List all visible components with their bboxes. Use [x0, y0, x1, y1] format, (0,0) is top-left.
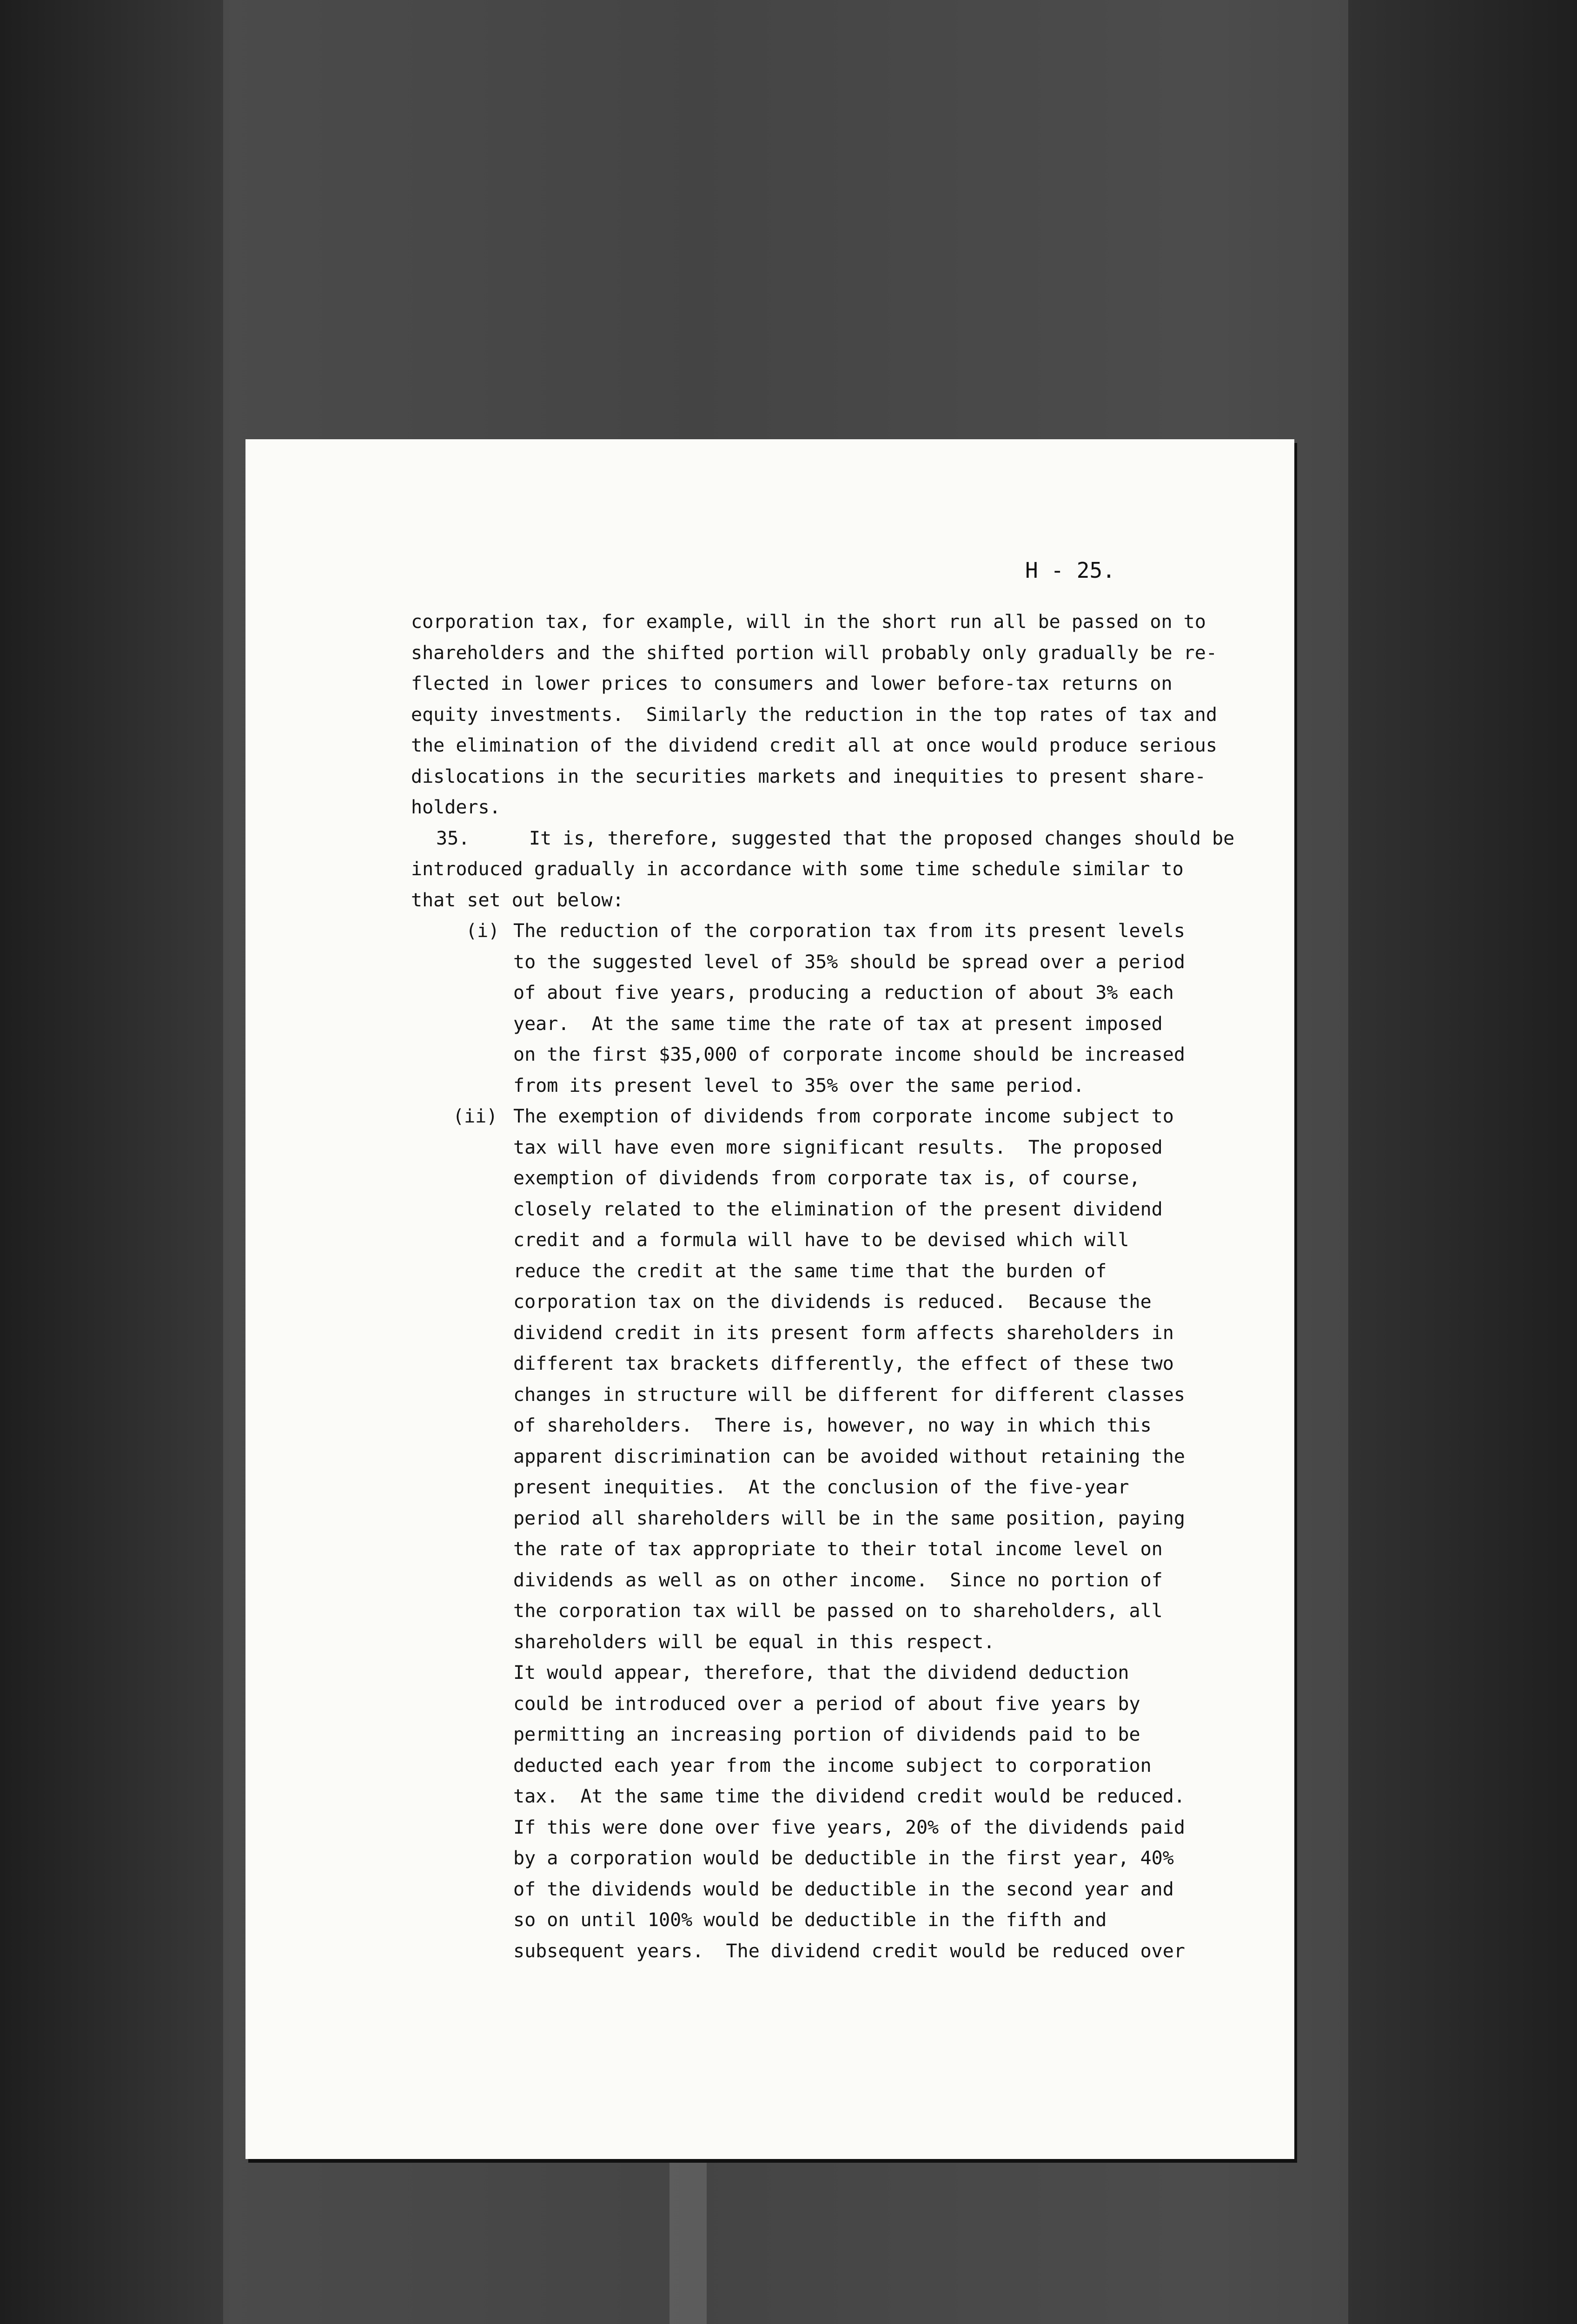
line-text: deducted each year from the income subject to corporation: [513, 1755, 1152, 1776]
text-line: [411, 977, 1174, 1009]
line-text: credit and a formula will have to be devised which will: [513, 1229, 1129, 1251]
line-text: by a corporation would be deductible in the first year, 40%: [513, 1848, 1174, 1869]
text-line: [411, 1750, 1164, 1782]
page-number: H - 25.: [1025, 558, 1115, 583]
text-line: [411, 761, 1206, 792]
line-text: dividends as well as on other income. Since no portion of: [513, 1569, 1163, 1591]
line-text: from its present level to 35% over the same period.: [513, 1075, 1085, 1096]
text-line: [411, 1503, 1185, 1534]
text-line: [411, 1132, 1164, 1163]
text-line: 35. It is, therefore, suggested that the proposed changes should be: [436, 827, 1235, 849]
text-line: [411, 1905, 1164, 1936]
line-text: on the first $35,000 of corporate income should be increased: [513, 1044, 1185, 1065]
text-line: [411, 1874, 1174, 1905]
text-line: [411, 1596, 1164, 1627]
line-text: present inequities. At the conclusion of the five-year: [513, 1477, 1129, 1498]
line-text: the elimination of the dividend credit all at once would produce serious: [411, 735, 1217, 756]
line-text: The exemption of dividends from corporate income subject to: [513, 1106, 1174, 1127]
line-text: year. At the same time the rate of tax at present imposed: [513, 1013, 1163, 1035]
line-text: to the suggested level of 35% should be spread over a period: [513, 951, 1185, 973]
line-text: changes in structure will be different for different classes: [513, 1384, 1185, 1406]
line-text: It would appear, therefore, that the dividend deduction: [513, 1662, 1129, 1684]
line-text: so on until 100% would be deductible in the fifth and: [513, 1909, 1107, 1931]
text-line: [411, 1472, 1164, 1503]
line-text: of shareholders. There is, however, no way in which this: [513, 1415, 1152, 1436]
line-text: It is, therefore, suggested that the proposed changes should be: [529, 827, 1235, 849]
line-text: the corporation tax will be passed on to shareholders, all: [513, 1600, 1163, 1622]
line-text: shareholders will be equal in this respect.: [513, 1631, 995, 1653]
line-text: of about five years, producing a reduction of about 3% each: [513, 982, 1174, 1004]
line-text: the rate of tax appropriate to their total income level on: [513, 1538, 1163, 1560]
text-line: [411, 854, 1184, 885]
text-line: [411, 700, 1217, 731]
text-line: [411, 1287, 1164, 1318]
line-text: that set out below:: [411, 889, 624, 911]
text-line: [411, 1070, 1164, 1102]
text-line: [411, 1719, 1164, 1750]
line-text: closely related to the elimination of the present dividend: [513, 1198, 1163, 1220]
text-line: [411, 1657, 1164, 1689]
text-line: [411, 1194, 1164, 1225]
text-line: [411, 1565, 1164, 1596]
line-text: shareholders and the shifted portion will probably only gradually be re-: [411, 642, 1217, 664]
line-text: permitting an increasing portion of dividends paid to be: [513, 1724, 1140, 1745]
text-line: [411, 885, 1164, 916]
line-text: tax will have even more significant results. The proposed: [513, 1136, 1163, 1158]
text-line: [411, 668, 1173, 700]
line-text: equity investments. Similarly the reduction in the top rates of tax and: [411, 704, 1217, 726]
text-line: [411, 1410, 1164, 1441]
line-text: subsequent years. The dividend credit would be reduced over: [513, 1940, 1185, 1962]
text-line: [411, 1039, 1185, 1070]
text-line: (ii) The exemption of dividends from corporate income subject to: [453, 1106, 1174, 1127]
text-line: [411, 1812, 1185, 1843]
line-text: exemption of dividends from corporate tax is, of course,: [513, 1168, 1140, 1189]
document-body: [411, 607, 1235, 1967]
text-line: [411, 1781, 1185, 1812]
line-text: introduced gradually in accordance with some time schedule similar to: [411, 858, 1184, 880]
text-line: [411, 1009, 1164, 1040]
text-line: [411, 1256, 1164, 1287]
text-line: [411, 607, 1206, 638]
line-text: corporation tax, for example, will in the short run all be passed on to: [411, 611, 1206, 633]
text-line: [411, 1936, 1185, 1967]
line-text: flected in lower prices to consumers and lower before-tax returns on: [411, 673, 1173, 694]
line-text: reduce the credit at the same time that the burden of: [513, 1260, 1107, 1282]
text-line: (i) The reduction of the corporation tax from its present levels: [466, 920, 1185, 942]
line-text: apparent discrimination can be avoided without retaining the: [513, 1446, 1185, 1467]
line-text: period all shareholders will be in the same position, paying: [513, 1507, 1185, 1529]
line-text: of the dividends would be deductible in the second year and: [513, 1878, 1174, 1900]
text-line: [411, 947, 1185, 978]
text-line: [411, 1689, 1164, 1720]
line-text: tax. At the same time the dividend credit would be reduced.: [513, 1786, 1185, 1807]
text-line: [411, 792, 1164, 823]
text-line: [411, 638, 1217, 669]
line-text: dislocations in the securities markets and inequities to present share-: [411, 766, 1206, 787]
text-line: [411, 1627, 1164, 1658]
line-text: dividend credit in its present form affects shareholders in: [513, 1322, 1174, 1344]
text-line: [411, 1380, 1185, 1411]
text-line: [411, 1225, 1164, 1256]
text-line: [411, 1843, 1174, 1874]
line-text: different tax brackets differently, the effect of these two: [513, 1353, 1174, 1374]
text-line: [411, 730, 1217, 761]
line-text: If this were done over five years, 20% of the dividends paid: [513, 1816, 1185, 1838]
line-text: corporation tax on the dividends is reduced. Because the: [513, 1291, 1152, 1313]
line-text: could be introduced over a period of about five years by: [513, 1693, 1140, 1715]
text-line: [411, 1348, 1174, 1380]
line-text: holders.: [411, 797, 501, 818]
line-text: The reduction of the corporation tax from its present levels: [513, 920, 1185, 942]
text-line: [411, 1163, 1164, 1194]
text-line: [411, 1318, 1174, 1349]
text-line: [411, 1534, 1164, 1565]
text-line: [411, 1441, 1185, 1472]
